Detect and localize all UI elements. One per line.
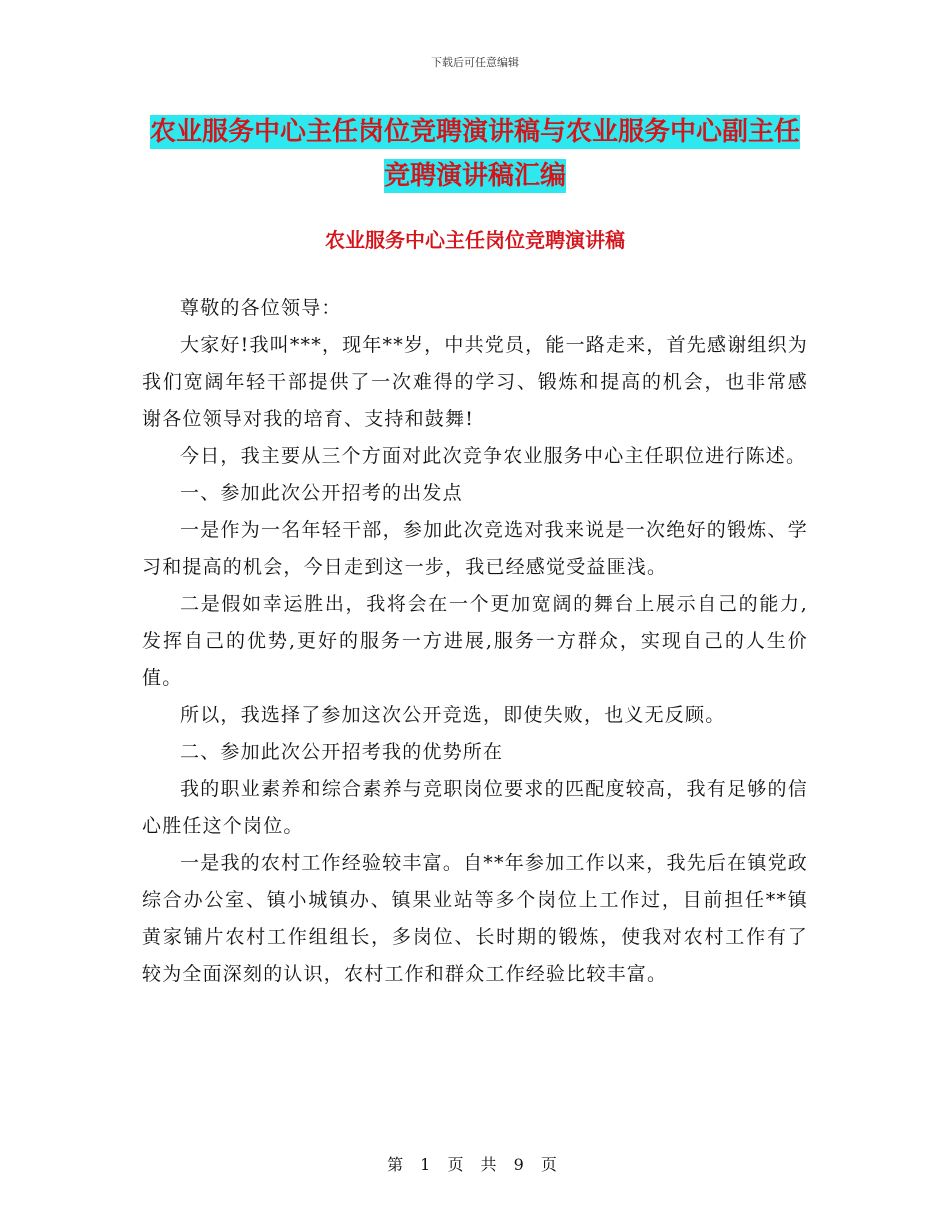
section-title: 农业服务中心主任岗位竞聘演讲稿 [325, 228, 625, 252]
document-body [142, 290, 808, 993]
document-title-text: 农业服务中心主任岗位竞聘演讲稿与农业服务中心副主任竞聘演讲稿汇编 [149, 117, 800, 191]
paragraph: 尊敬的各位领导： [180, 297, 342, 319]
paragraph-heading: 二、参加此次公开招考我的优势所在 [180, 741, 504, 763]
paragraph: 今日，我主要从三个方面对此次竞争农业服务中心主任职位进行陈述。 [180, 445, 807, 467]
paragraph: 我的职业素养和综合素养与竞职岗位要求的匹配度较高，我有足够的信心胜任这个岗位。 [142, 778, 808, 837]
document-title [140, 110, 810, 198]
header-note: 下载后可任意编辑 [431, 56, 519, 69]
paragraph: 一是作为一名年轻干部，参加此次竞选对我来说是一次绝好的锻炼、学习和提高的机会，今日走到这一步，我已经感觉受益匪浅。 [142, 519, 808, 578]
paragraph: 一是我的农村工作经验较丰富。自**年参加工作以来，我先后在镇党政综合办公室、镇小城镇办、镇果业站等多个岗位上工作过，目前担任**镇黄家铺片农村工作组组长，多岗位、长时期的锻炼，使我对农村工作有了较为全面深刻的认识，农村工作和群众工作经验比较丰富。 [142, 852, 808, 985]
page-footer: 第 1 页 共 9 页 [387, 1155, 563, 1174]
paragraph: 所以，我选择了参加这次公开竞选，即使失败，也义无反顾。 [180, 704, 726, 726]
paragraph: 大家好!我叫***，现年**岁，中共党员，能一路走来，首先感谢组织为我们宽阔年轻干部提供了一次难得的学习、锻炼和提高的机会，也非常感谢各位领导对我的培育、支持和鼓舞! [142, 334, 808, 430]
paragraph: 二是假如幸运胜出，我将会在一个更加宽阔的舞台上展示自己的能力,发挥自己的优势,更好的服务一方进展,服务一方群众，实现自己的人生价值。 [142, 593, 808, 689]
paragraph-heading: 一、参加此次公开招考的出发点 [180, 482, 463, 504]
